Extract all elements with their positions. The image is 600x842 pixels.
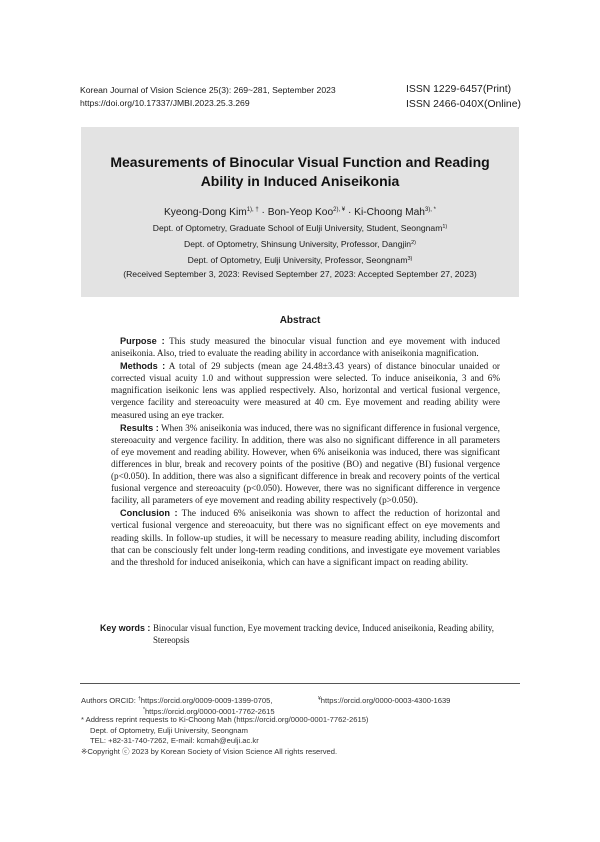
affiliation-2 bbox=[81, 238, 519, 250]
title-box bbox=[81, 127, 519, 297]
purpose-text: This study measured the binocular visual function and eye movement with induced aniseikonia. Also, tried to evaluate the reading ability in accordance with aniseikonia magnification. bbox=[111, 336, 500, 359]
issn-block bbox=[406, 82, 521, 112]
reprint-request: * Address reprint requests to Ki-Choong Mah (https://orcid.org/0000-0001-7762-2615) bbox=[81, 715, 369, 725]
keywords-text: Binocular visual function, Eye movement tracking device, Induced aniseikonia, Reading ability, Stereopsis bbox=[153, 623, 495, 646]
affiliation-3 bbox=[81, 254, 519, 266]
title-line-2: Ability in Induced Aniseikonia bbox=[200, 173, 400, 189]
author-1: Kyeong-Dong Kim bbox=[164, 207, 247, 218]
methods-text: A total of 29 subjects (mean age 24.48±3.43 years) of distance binocular unaided or corrected visual acuity 1.0 and without suppression were selected. To induce aniseikonia, 3 and 6% magnification iseikonic lens was applied respectively. Also, horizontal and vertical fusional vergence, vergence facility and stereoacuity were measured at 40 cm. Eye movement and reading ability were measured using an eye tracker. bbox=[111, 361, 500, 420]
abstract-conclusion bbox=[111, 507, 500, 567]
footer-divider bbox=[80, 683, 520, 684]
orcid-label: Authors ORCID: bbox=[81, 696, 138, 705]
author-list bbox=[81, 203, 519, 220]
results-label: Results : bbox=[120, 422, 159, 433]
abstract-purpose bbox=[111, 335, 500, 359]
affiliation-1-text: Dept. of Optometry, Graduate School of Eulji University, Student, Seongnam bbox=[152, 223, 443, 233]
author-3-sup: 3), * bbox=[424, 207, 436, 213]
keywords-label: Key words : bbox=[100, 623, 151, 633]
footnotes bbox=[81, 694, 531, 758]
affiliation-3-sup: 3) bbox=[407, 256, 413, 262]
author-2: · Bon-Yeop Koo bbox=[258, 207, 334, 218]
received-dates: (Received September 3, 2023: Revised September 27, 2023: Accepted September 27, 2023) bbox=[123, 269, 477, 279]
conclusion-label: Conclusion : bbox=[120, 508, 178, 519]
conclusion-text: The induced 6% aniseikonia was shown to affect the reduction of horizontal and vertical fusional vergence and stereoacuity, but there was no significant effect on eye movements and reading skills. In follow-up studies, it will be necessary to measure reading ability, including discomfort that can be consciously felt under long-term reading conditions, and investigate eye movement variables and the threshold for induced aniseikonia, which can have a significant impact on reading ability. bbox=[111, 508, 500, 567]
methods-label: Methods : bbox=[120, 361, 166, 372]
author-2-sup: 2), ¥ bbox=[333, 207, 346, 213]
affiliation-1 bbox=[81, 222, 519, 234]
affiliation-2-sup: 2) bbox=[411, 240, 416, 246]
orcid-2-link[interactable]: https://orcid.org/0000-0003-4300-1639 bbox=[320, 696, 451, 705]
affiliation-3-text: Dept. of Optometry, Eulji University, Professor, Seongnam bbox=[187, 255, 408, 265]
purpose-label: Purpose : bbox=[120, 336, 165, 346]
orcid-1-sup: † bbox=[137, 696, 141, 702]
results-text: When 3% aniseikonia was induced, there was no significant difference in fusional vergence, stereoacuity and vergence facility. In addition, there was also no significant difference in all parameters of eye movement and reading ability. However, when 6% aniseikonia was induced, there was significant differences in blur, break and recovery points of the positive (BO) and negative (BI) fusional vergence (p<0.050). In addition, there was also a significant difference in break and recovery points of the vertical fusional vergence and stereoacuity (p<0.050). However, there was no significant difference in vergence facility, all parameters of eye movement and reading ability respectively (p>0.050). bbox=[111, 422, 500, 506]
reprint-contact: TEL: +82-31-740-7262, E-mail: kcmah@eulji.ac.kr bbox=[90, 736, 259, 746]
orcid-row-1 bbox=[81, 694, 531, 705]
orcid-3-link[interactable]: https://orcid.org/0000-0001-7762-2615 bbox=[144, 706, 275, 716]
issn-online: ISSN 2466-040X(Online) bbox=[406, 99, 521, 110]
doi-link[interactable]: https://doi.org/10.17337/JMBI.2023.25.3.269 bbox=[80, 97, 250, 108]
title-line-1: Measurements of Binocular Visual Function and Reading bbox=[110, 154, 490, 170]
orcid-2-sup: ¥ bbox=[318, 696, 321, 702]
copyright: ※Copyright ⓒ 2023 by Korean Society of Vision Science All rights reserved. bbox=[81, 746, 338, 756]
paper-title bbox=[81, 153, 519, 191]
orcid-1-link[interactable]: https://orcid.org/0009-0009-1399-0705, bbox=[140, 696, 273, 705]
reprint-dept: Dept. of Optometry, Eulji University, Seongnam bbox=[90, 725, 248, 735]
abstract-results bbox=[111, 422, 500, 507]
orcid-row-2 bbox=[81, 705, 531, 716]
author-3: · Ki-Choong Mah bbox=[345, 207, 425, 218]
affiliation-2-text: Dept. of Optometry, Shinsung University, Professor, Dangjin bbox=[184, 239, 412, 249]
issn-print: ISSN 1229-6457(Print) bbox=[406, 84, 512, 95]
journal-header bbox=[80, 84, 336, 109]
journal-citation: Korean Journal of Vision Science 25(3): 269~281, September 2023 bbox=[80, 85, 336, 95]
abstract-methods bbox=[111, 360, 500, 420]
abstract-body bbox=[111, 335, 500, 569]
affiliation-1-sup: 1) bbox=[442, 224, 448, 230]
orcid-3-sup: * bbox=[143, 706, 145, 713]
abstract-heading: Abstract bbox=[279, 315, 321, 326]
author-1-sup: 1), † bbox=[246, 207, 259, 213]
